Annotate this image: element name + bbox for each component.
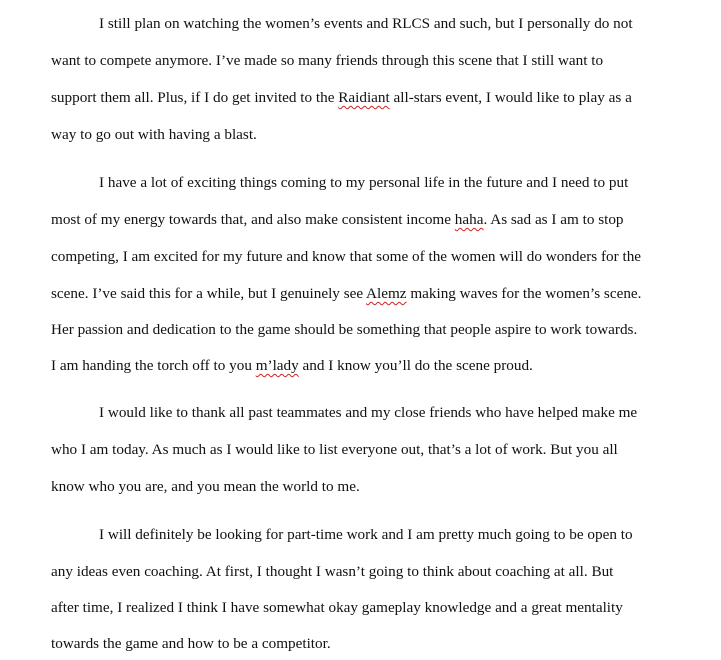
text-line [51, 126, 257, 144]
text-run: I am handing the torch off to you [51, 357, 256, 374]
text-line [51, 357, 533, 375]
text-run: all-stars event, I would like to play as a [389, 89, 632, 106]
text-line [51, 52, 603, 70]
text-run: Her passion and dedication to the game should be something that people aspire to work towards. [51, 321, 638, 338]
text-line [51, 441, 618, 459]
text-line [99, 174, 628, 192]
text-run: and I know you’ll do the scene proud. [298, 357, 533, 374]
misspelled-word[interactable]: m’lady [255, 357, 299, 374]
misspelled-word[interactable]: Alemz [366, 285, 407, 302]
text-line [51, 89, 632, 107]
text-run: making waves for the women’s scene. [406, 285, 642, 302]
text-run: know who you are, and you mean the world to me. [51, 478, 360, 495]
text-line [51, 285, 641, 303]
text-run: competing, I am excited for my future and know that some of the women will do wonders for the [51, 248, 642, 265]
text-run: support them all. Plus, if I do get invited to the [51, 89, 339, 106]
text-line [99, 15, 633, 33]
text-run: who I am today. As much as I would like to list everyone out, that’s a lot of work. But you all [51, 441, 618, 458]
text-run: any ideas even coaching. At first, I thought I wasn’t going to think about coaching at all. But [51, 563, 614, 580]
misspelled-word[interactable]: Raidiant [338, 89, 390, 106]
text-run: want to compete anymore. I’ve made so many friends through this scene that I still want to [51, 52, 604, 69]
text-run: towards the game and how to be a competitor. [51, 635, 331, 652]
text-run: . As sad as I am to stop [483, 211, 624, 228]
text-line [51, 478, 360, 496]
text-line [99, 526, 633, 544]
text-run: after time, I realized I think I have somewhat okay gameplay knowledge and a great mentality [51, 599, 623, 616]
text-run: way to go out with having a blast. [51, 126, 257, 143]
text-run: I still plan on watching the women’s events and RLCS and such, but I personally do not [99, 15, 633, 32]
text-run: most of my energy towards that, and also make consistent income [51, 211, 455, 228]
text-line [51, 211, 624, 229]
text-run: I have a lot of exciting things coming to my personal life in the future and I need to put [99, 174, 629, 191]
text-line [51, 563, 613, 581]
text-run: scene. I’ve said this for a while, but I genuinely see [51, 285, 367, 302]
text-line [51, 599, 623, 617]
text-line [51, 321, 637, 339]
text-run: I would like to thank all past teammates and my close friends who have helped make me [99, 404, 638, 421]
text-run: I will definitely be looking for part-time work and I am pretty much going to be open to [99, 526, 633, 543]
text-line [99, 404, 637, 422]
text-line [51, 635, 331, 653]
text-line [51, 248, 641, 266]
misspelled-word[interactable]: haha [454, 211, 484, 228]
